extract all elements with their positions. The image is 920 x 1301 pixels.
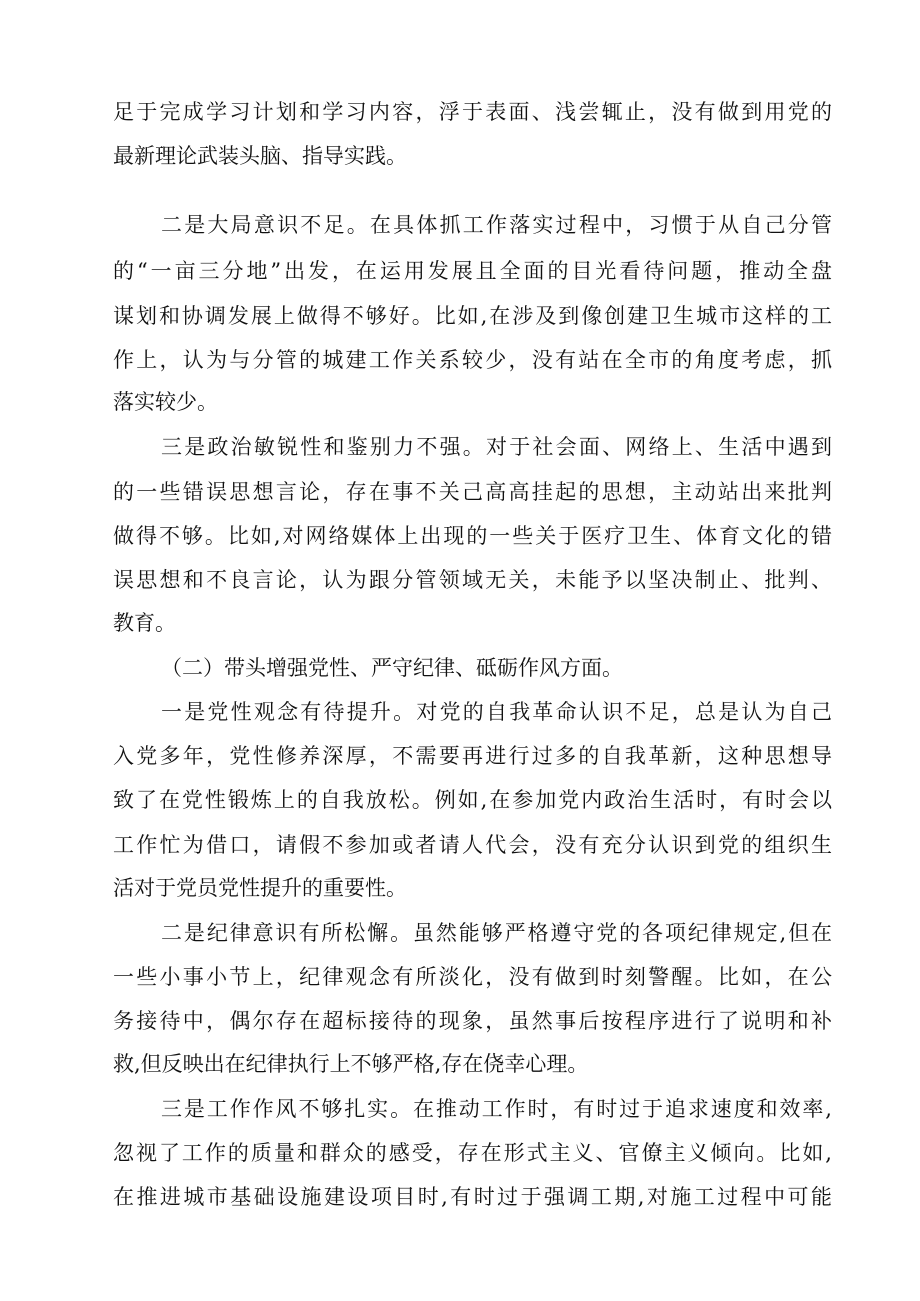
text-line: 的“一亩三分地”出发，在运用发展且全面的目光看待问题，推动全盘 xyxy=(113,259,832,283)
text-line: 落实较少。 xyxy=(113,390,218,414)
text-line: 入党多年，党性修养深厚，不需要再进行过多的自我革新，这种思想导 xyxy=(113,744,832,768)
text-line: 工作忙为借口，请假不参加或者请人代会，没有充分认识到党的组织生 xyxy=(113,833,832,857)
text-line: 务接待中，偶尔存在超标接待的现象，虽然事后按程序进行了说明和补 xyxy=(113,1009,832,1033)
paragraph-start-line: 三是政治敏锐性和鉴别力不强。对于社会面、网络上、生活中遇到 xyxy=(161,435,832,459)
paragraph-start-line: 二是纪律意识有所松懈。虽然能够严格遵守党的各项纪律规定,但在 xyxy=(161,921,832,945)
paragraph-start-line: 二是大局意识不足。在具体抓工作落实过程中，习惯于从自己分管 xyxy=(161,213,832,237)
text-line: 活对于党员党性提升的重要性。 xyxy=(113,876,407,900)
text-line: 致了在党性锻炼上的自我放松。例如,在参加党内政治生活时，有时会以 xyxy=(113,788,832,812)
paragraph-start-line: 一是党性观念有待提升。对党的自我革命认识不足，总是认为自己 xyxy=(161,700,832,724)
text-line: 做得不够。比如,对网络媒体上出现的一些关于医疗卫生、体育文化的错 xyxy=(113,524,832,548)
text-line: 一些小事小节上，纪律观念有所淡化，没有做到时刻警醒。比如，在公 xyxy=(113,965,832,989)
text-line: 最新理论武装头脑、指导实践。 xyxy=(113,144,407,168)
paragraph-start-line: 三是工作作风不够扎实。在推动工作时，有时过于追求速度和效率, xyxy=(161,1097,832,1121)
section-heading: （二）带头增强党性、严守纪律、砥砺作风方面。 xyxy=(161,656,623,680)
text-line: 忽视了工作的质量和群众的感受，存在形式主义、官僚主义倾向。比如, xyxy=(113,1141,832,1165)
text-line: 足于完成学习计划和学习内容，浮于表面、浅尝辄止，没有做到用党的 xyxy=(113,100,832,124)
text-line: 作上，认为与分管的城建工作关系较少，没有站在全市的角度考虑，抓 xyxy=(113,348,832,372)
text-line: 在推进城市基础设施建设项目时,有时过于强调工期,对施工过程中可能 xyxy=(113,1185,832,1209)
text-line: 救,但反映出在纪律执行上不够严格,存在侥幸心理。 xyxy=(113,1052,589,1076)
text-line: 的一些错误思想言论，存在事不关己高高挂起的思想，主动站出来批判 xyxy=(113,480,832,504)
text-line: 误思想和不良言论，认为跟分管领域无关，未能予以坚决制止、批判、 xyxy=(113,568,832,592)
text-line: 谋划和协调发展上做得不够好。比如,在涉及到像创建卫生城市这样的工 xyxy=(113,304,832,328)
text-line: 教育。 xyxy=(113,611,176,635)
